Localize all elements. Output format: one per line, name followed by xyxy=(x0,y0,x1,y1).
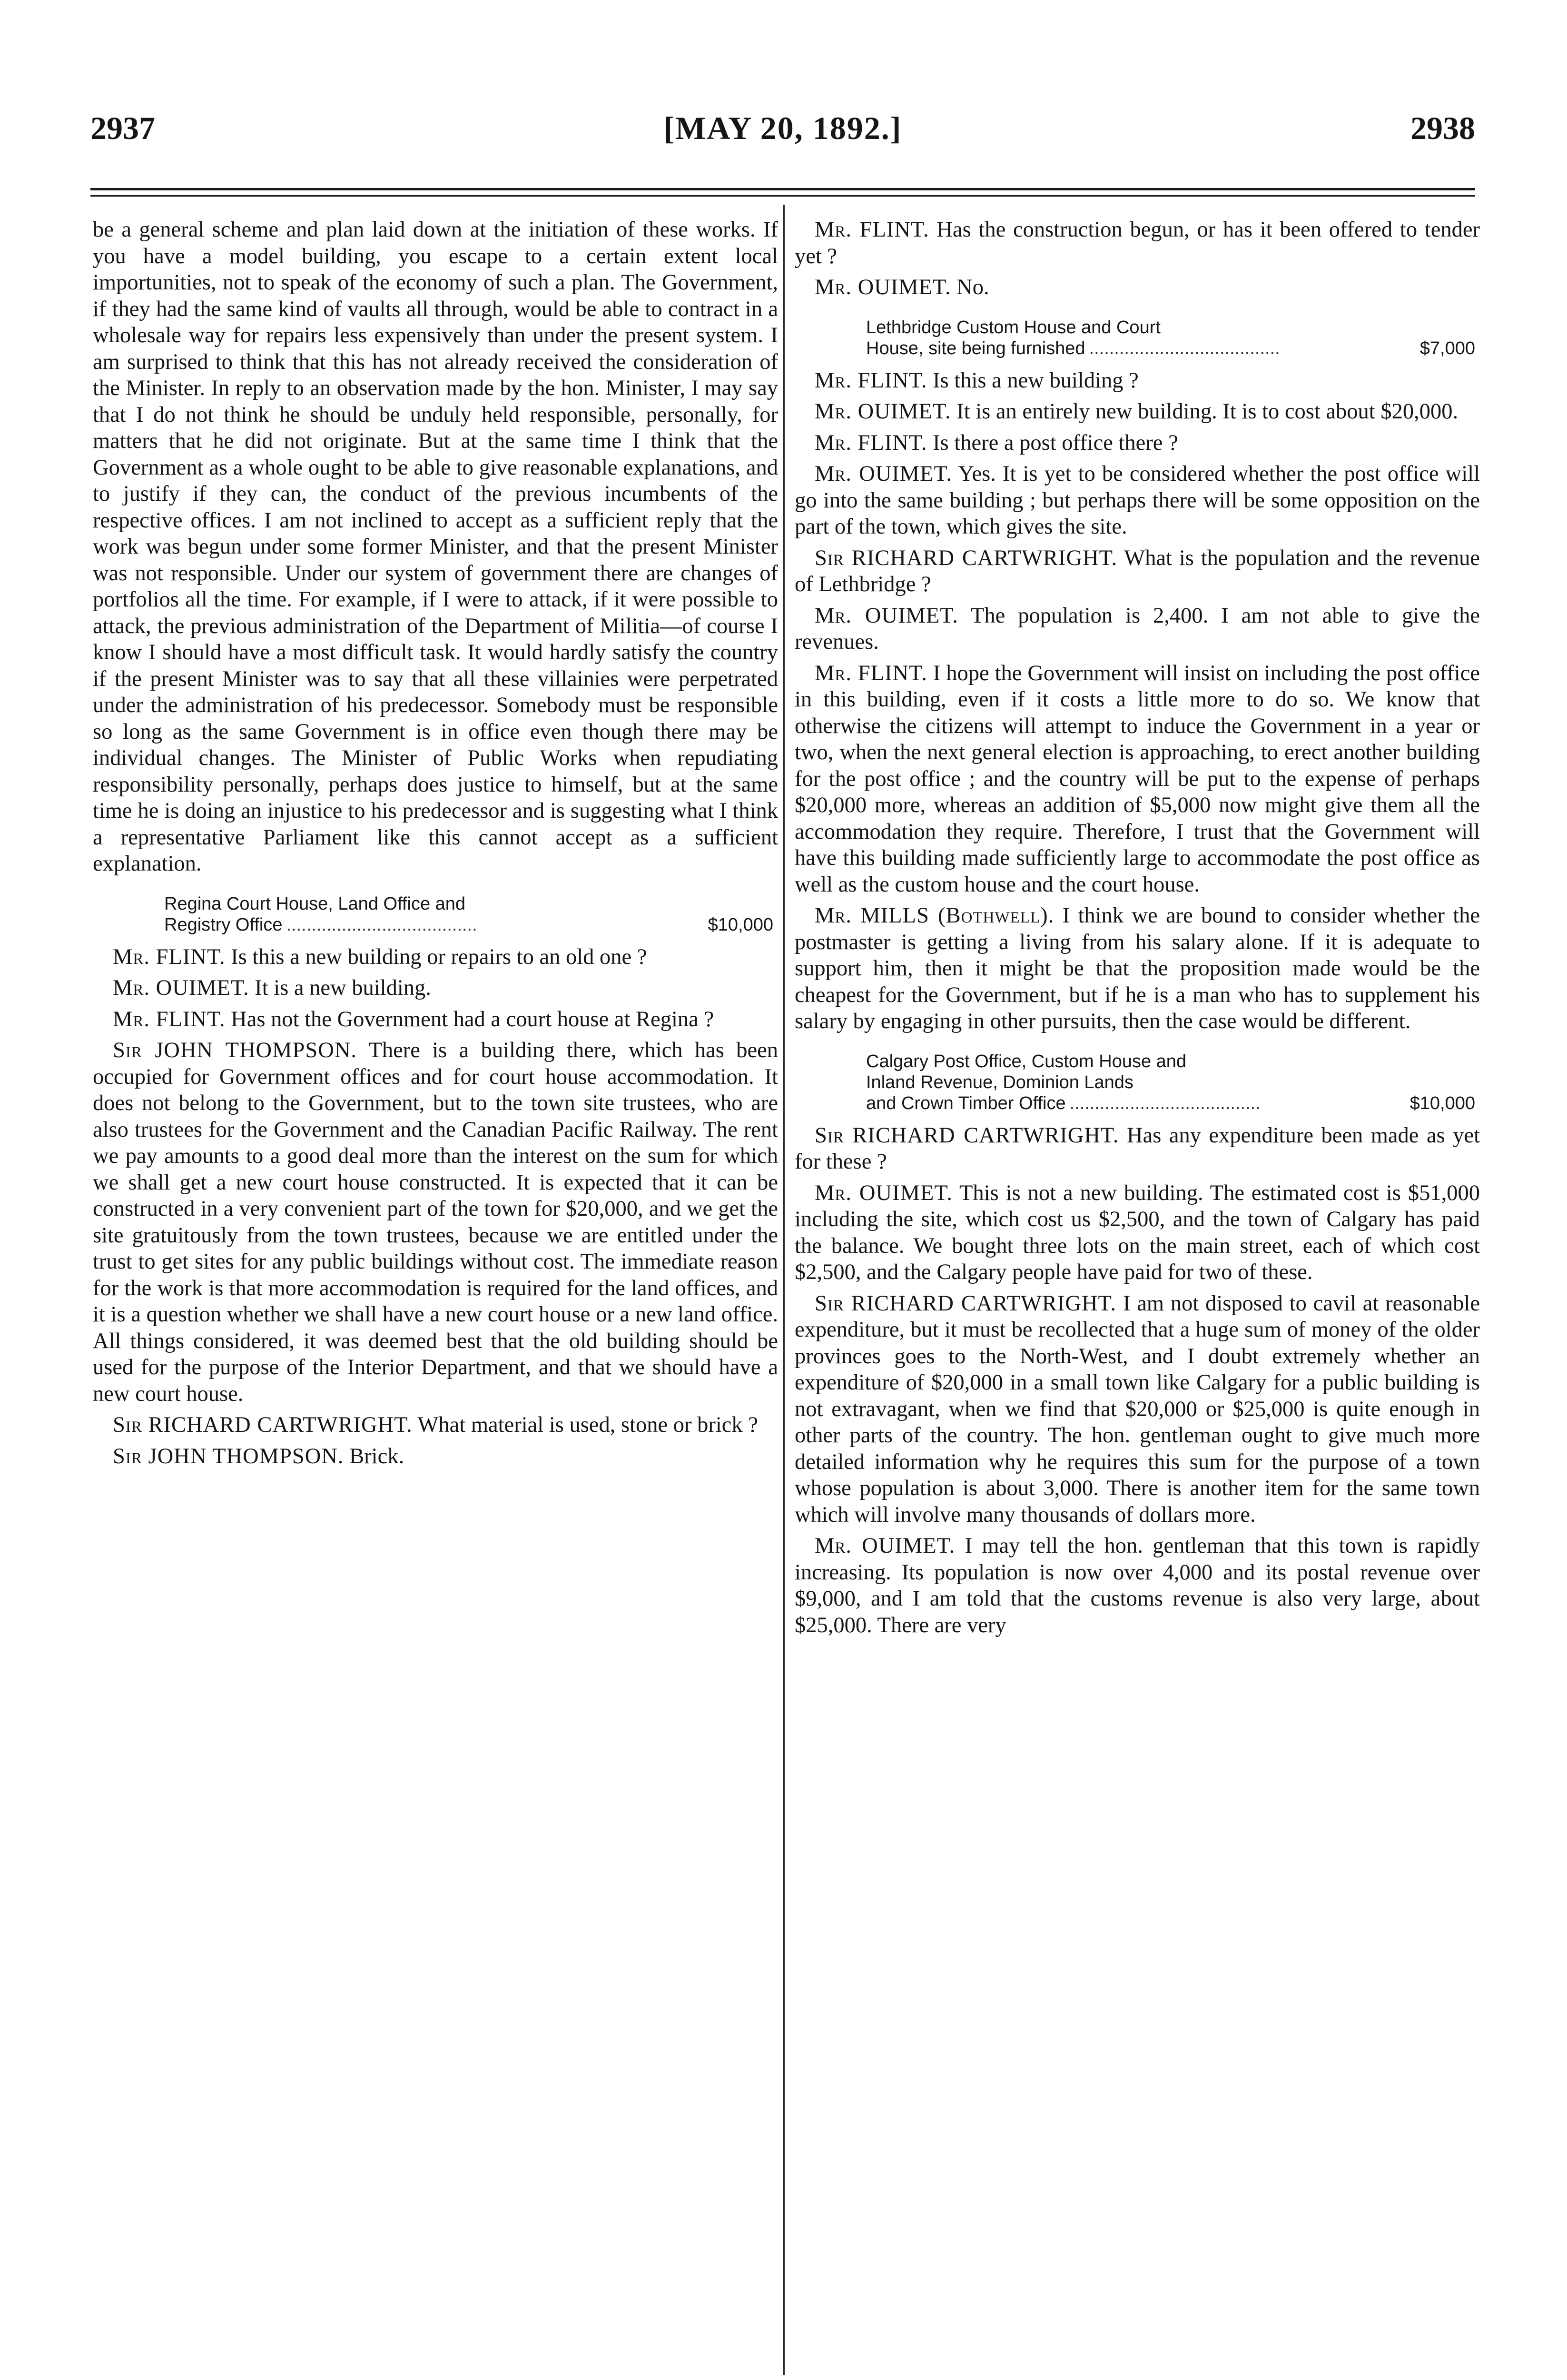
item-title-cont: House, site being furnished xyxy=(866,338,1085,358)
item-title-cont: Inland Revenue, Dominion Lands xyxy=(866,1072,1133,1092)
leader-dots: ...................................... xyxy=(1069,1093,1261,1113)
speaker-name: Mr. OUIMET. xyxy=(815,603,958,628)
speech-paragraph xyxy=(795,1533,1480,1638)
left-column xyxy=(93,217,778,1474)
speech-text: Is this a new building or repairs to an old one ? xyxy=(231,944,647,969)
page-date: [MAY 20, 1892.] xyxy=(663,110,902,146)
speech-paragraph xyxy=(795,545,1480,598)
speech-text: I may tell the hon. gentleman that this town is rapidly increasing. Its population is now over 4,000 and its postal revenue over $9,000, and I am told that the customs revenue is also very large, about $25,000. There are very xyxy=(795,1534,1480,1637)
speaker-name: Sir RICHARD CARTWRIGHT. xyxy=(113,1413,413,1437)
speaker-name: Mr. FLINT. xyxy=(815,218,929,242)
speech-paragraph xyxy=(93,1006,778,1033)
speaker-name: Sir JOHN THOMPSON. xyxy=(113,1444,344,1468)
speaker-name: Mr. OUIMET. xyxy=(815,462,953,486)
estimate-item xyxy=(795,1051,1480,1114)
page-header xyxy=(90,95,1475,157)
speech-paragraph xyxy=(795,902,1480,1035)
item-title: Calgary Post Office, Custom House and xyxy=(866,1051,1187,1071)
column-divider xyxy=(783,205,785,2375)
speech-paragraph xyxy=(93,1412,778,1438)
speech-paragraph xyxy=(93,1037,778,1407)
speech-text: It is a new building. xyxy=(255,976,431,1000)
speech-paragraph xyxy=(795,367,1480,394)
speech-paragraph xyxy=(93,1443,778,1470)
item-title: Lethbridge Custom House and Court xyxy=(866,317,1161,337)
item-amount: $10,000 xyxy=(1409,1093,1475,1113)
item-title-cont: Registry Office xyxy=(164,914,283,935)
speaker-name: Sir RICHARD CARTWRIGHT. xyxy=(815,1123,1119,1148)
speaker-name: Sir RICHARD CARTWRIGHT. xyxy=(815,1291,1117,1316)
speaker-name: Mr. OUIMET. xyxy=(815,275,951,299)
speech-paragraph xyxy=(795,1180,1480,1286)
speaker-name: Mr. FLINT. xyxy=(815,368,927,393)
speech-text: Yes. It is yet to be considered whether the post office will go into the same building ; but perhaps there will be some opposition on the part of the town, which gives the site. xyxy=(795,462,1480,539)
speech-paragraph xyxy=(795,1122,1480,1175)
speaker-name: Mr. FLINT. xyxy=(815,430,927,455)
speech-paragraph xyxy=(795,274,1480,301)
item-amount: $7,000 xyxy=(1419,338,1475,358)
item-title-cont: and Crown Timber Office xyxy=(866,1093,1066,1113)
speech-text: Has any expenditure been made as yet for these ? xyxy=(795,1123,1480,1174)
speech-paragraph xyxy=(795,1290,1480,1528)
header-rule-thin xyxy=(90,195,1475,197)
speaker-name: Sir RICHARD CARTWRIGHT. xyxy=(815,545,1118,570)
speech-paragraph xyxy=(795,217,1480,269)
estimate-item xyxy=(93,893,778,935)
speech-paragraph xyxy=(795,660,1480,898)
speaker-name: Mr. OUIMET. xyxy=(815,399,951,424)
estimate-item xyxy=(795,317,1480,359)
speaker-name: Mr. FLINT. xyxy=(815,661,927,685)
right-column xyxy=(795,217,1480,1643)
speech-text: Has the construction begun, or has it been offered to tender yet ? xyxy=(795,218,1480,268)
item-title: Regina Court House, Land Office and xyxy=(164,893,466,914)
speaker-name: Mr. FLINT. xyxy=(113,1007,226,1031)
speech-text: There is a building there, which has been occupied for Government offices and for court house accommodation. It does not belong to the Government, but to the town site trustees, who are also trustees for the Government and the Canadian Pacific Railway. The rent we pay amounts to a good deal more than the interest on the sum for which we shall get a new court house constructed. It is expected that it can be constructed in a very convenient part of the town for $20,000, and we get the site gratuitously from the town trustees, because we are entitled under the trust to get sites for any public buildings without cost. The immediate reason for the work is that more accommodation is required for the land offices, and it is a question whether we shall have a new court house or a new land office. All things considered, it was deemed best that the old building should be used for the purpose of the Interior Department, and that we should have a new court house. xyxy=(93,1038,778,1406)
speech-paragraph xyxy=(795,461,1480,540)
page-number-right: 2938 xyxy=(1410,110,1475,146)
speech-text: This is not a new building. The estimated cost is $51,000 including the site, which cost us $2,500, and the town of Calgary has paid the balance. We bought three lots on the main street, each of which cost $2,500, and the Calgary people have paid for two of these. xyxy=(795,1180,1480,1284)
speaker-name: Mr. MILLS (Bothwell). xyxy=(815,903,1055,928)
leader-dots: ...................................... xyxy=(1089,338,1280,358)
page-number-left: 2937 xyxy=(90,110,155,146)
speech-text: Has not the Government had a court house at Regina ? xyxy=(231,1007,714,1031)
paragraph: be a general scheme and plan laid down at the initiation of these works. If you have a model building, you escape to a certain extent local importunities, not to speak of the economy of such a plan. The Government, if they had the same kind of vaults all through, would be able to contract in a wholesale way for repairs less expensively than under the present system. I am surprised to think that this has not already received the consideration of the Minister. In reply to an observation made by the hon. Minister, I may say that I do not think he should be unduly held responsible, personally, for matters that he did not originate. But at the same time I think that the Government as a whole ought to be able to give reasonable explanations, and to justify if they can, the conduct of the previous incumbents of the respective offices. I am not inclined to accept as a sufficient reply that the work was begun under some former Minister, and that the present Minister was not responsible. Under our system of government there are changes of portfolios all the time. For example, if I were to attack, if it were possible to attack, the previous administration of the Department of Militia—of course I know I should have a most difficult task. It would hardly satisfy the country if the present Minister was to say that all these villainies were perpetrated under the administration of his predecessor. Somebody must be responsible so long as the same Government is in office even though there may be individual changes. The Minister of Public Works when repudiating responsibility personally, perhaps does justice to himself, but at the same time he is doing an injustice to his predecessor and is suggesting what I think a representative Parliament like this cannot accept as a sufficient explanation. xyxy=(93,218,778,876)
item-amount: $10,000 xyxy=(708,914,773,935)
speaker-name: Mr. FLINT. xyxy=(113,944,226,969)
speaker-name: Mr. OUIMET. xyxy=(113,976,249,1000)
speech-text: The population is 2,400. I am not able to give the revenues. xyxy=(795,603,1480,654)
speech-paragraph xyxy=(93,944,778,971)
speech-text: I am not disposed to cavil at reasonable expenditure, but it must be recollected that a huge sum of money of the older provinces goes to the North-West, and I doubt extremely whether an expenditure of $20,000 in a small town like Calgary for a public building is not extravagant, when we find that $20,000 or $25,000 is quite enough in other parts of the country. The hon. gentleman ought to give much more detailed information why he requires this sum for the purpose of a town whose population is about 3,000. There is another item for the same town which will involve many thousands of dollars more. xyxy=(795,1291,1480,1527)
speech-text: What material is used, stone or brick ? xyxy=(417,1413,758,1437)
speaker-name: Sir JOHN THOMPSON. xyxy=(113,1038,357,1062)
speech-text: Is there a post office there ? xyxy=(933,430,1178,455)
speech-text: What is the population and the revenue of Lethbridge ? xyxy=(795,545,1480,596)
speech-text: Brick. xyxy=(349,1444,404,1468)
speech-text: Is this a new building ? xyxy=(933,368,1139,393)
speaker-name: Mr. OUIMET. xyxy=(815,1534,956,1558)
speech-paragraph xyxy=(795,430,1480,456)
speech-paragraph xyxy=(93,975,778,1002)
header-rule-thick xyxy=(90,188,1475,190)
speaker-name: Mr. OUIMET. xyxy=(815,1180,953,1205)
speech-paragraph xyxy=(795,398,1480,425)
speech-text: I think we are bound to consider whether the postmaster is getting a living from his salary alone. If it is adequate to support him, then it might be that the proposition made would be the cheapest for the Government, but if he is a man who has to supplement his salary by engaging in other pursuits, then the case would be different. xyxy=(795,903,1480,1033)
leader-dots: ...................................... xyxy=(286,914,477,935)
speech-paragraph xyxy=(795,603,1480,655)
speech-text: It is an entirely new building. It is to cost about $20,000. xyxy=(956,399,1459,424)
speech-text: I hope the Government will insist on including the post office in this building, even if it costs a little more to do so. We know that otherwise the citizens will attempt to induce the Government in a year or two, when the next general election is approaching, to erect another building for the post office ; and the country will be put to the expense of perhaps $20,000 more, whereas an addition of $5,000 now might give them all the accommodation they require. Therefore, I trust that the Government will have this building made sufficiently large to accommodate the post office as well as the custom house and the court house. xyxy=(795,661,1480,897)
speech-text: No. xyxy=(956,275,989,299)
